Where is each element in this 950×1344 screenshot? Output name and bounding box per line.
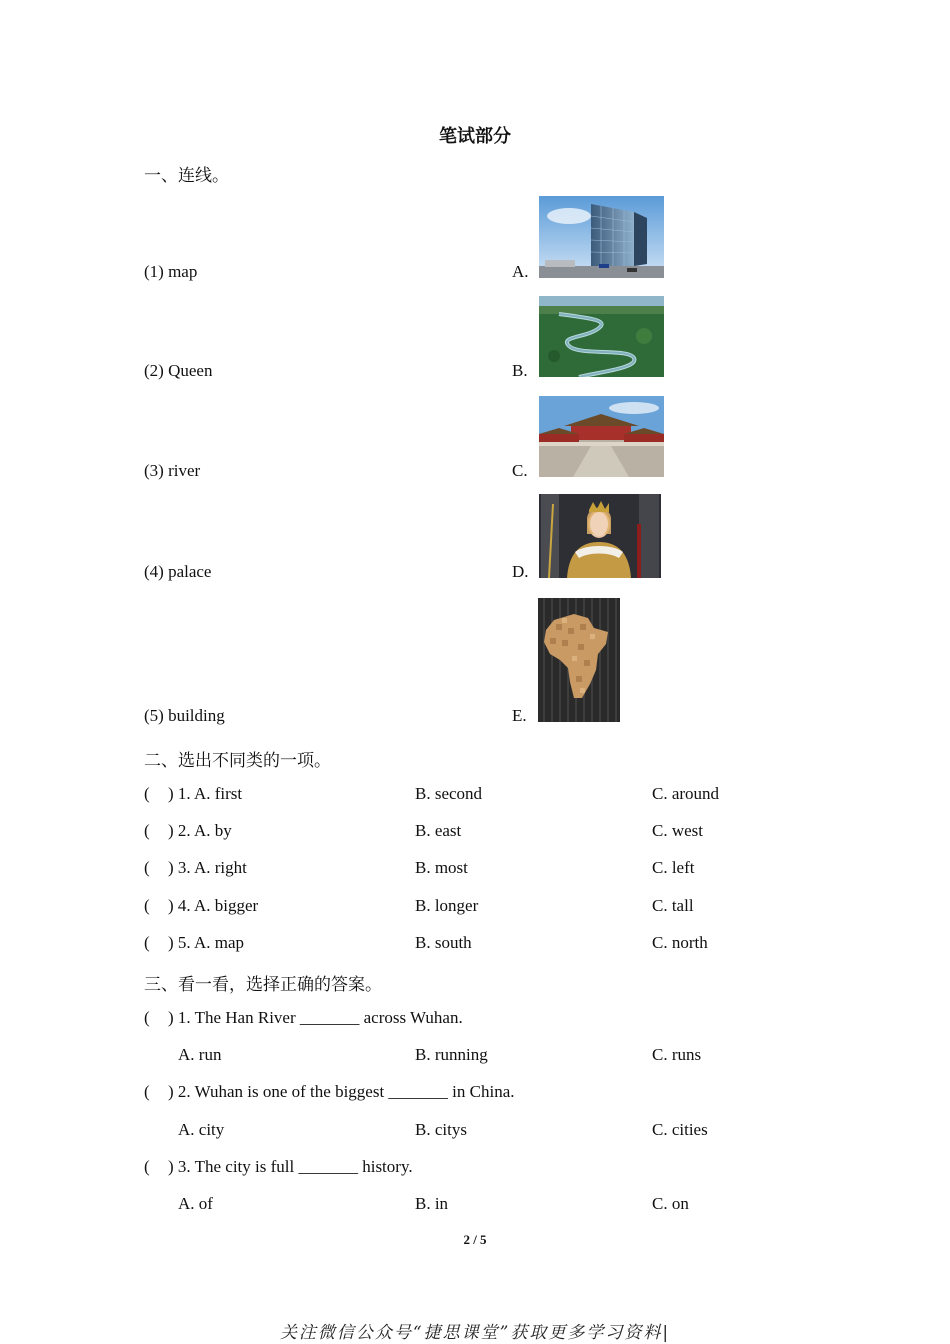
s2-q1-option-c: C. around <box>652 784 720 803</box>
s2-q3-option-a: ) 3. A. right <box>168 858 247 877</box>
s2-q4-option-c: C. tall <box>652 896 694 915</box>
office-building-photo <box>539 196 664 278</box>
s2-q3-paren: ( <box>144 858 150 877</box>
s2-q4-option-a: ) 4. A. bigger <box>168 896 259 915</box>
match-word-5: (5) building <box>144 706 225 725</box>
s3-q1-option-a: A. run <box>178 1045 222 1064</box>
match-word-2: (2) Queen <box>144 361 213 380</box>
s2-q5-paren: ( <box>144 933 150 952</box>
s2-q2-paren: ( <box>144 821 150 840</box>
page-number: 2 / 5 <box>463 1232 487 1247</box>
s2-q3-option-c: C. left <box>652 858 695 877</box>
match-letter-d: D. <box>512 562 529 581</box>
s2-q4-option-b: B. longer <box>415 896 479 915</box>
section1-heading: 一、连线。 <box>144 166 229 186</box>
s2-q1-option-b: B. second <box>415 784 483 803</box>
s3-q2-option-c: C. cities <box>652 1120 708 1139</box>
s2-q5-option-b: B. south <box>415 933 472 952</box>
match-letter-e: E. <box>512 706 527 725</box>
queen-photo <box>539 494 661 578</box>
s2-q1-paren: ( <box>144 784 150 803</box>
s2-q5-option-c: C. north <box>652 933 708 952</box>
s3-q1-option-c: C. runs <box>652 1045 702 1064</box>
match-letter-b: B. <box>512 361 528 380</box>
s3-q3-paren: ( <box>144 1157 150 1176</box>
s2-q4-paren: ( <box>144 896 150 915</box>
s3-q3-option-b: B. in <box>415 1194 449 1213</box>
s2-q3-option-b: B. most <box>415 858 468 877</box>
section3-heading: 三、看一看，选择正确的答案。 <box>144 975 382 995</box>
s3-q1-option-b: B. running <box>415 1045 488 1064</box>
s3-q2-stem: ) 2. Wuhan is one of the biggest _______ in China. <box>168 1082 515 1101</box>
s3-q2-option-a: A. city <box>178 1120 225 1139</box>
footer-note: 关注微信公众号“捷思课堂”获取更多学习资料| <box>279 1323 671 1343</box>
match-word-4: (4) palace <box>144 562 212 581</box>
match-word-1: (1) map <box>144 262 198 281</box>
s3-q1-stem: ) 1. The Han River _______ across Wuhan. <box>168 1008 463 1027</box>
s2-q2-option-a: ) 2. A. by <box>168 821 232 840</box>
section2-heading: 二、选出不同类的一项。 <box>144 751 331 771</box>
s3-q2-option-b: B. citys <box>415 1120 467 1139</box>
s2-q2-option-b: B. east <box>415 821 462 840</box>
africa-map-photo <box>538 598 620 722</box>
s3-q3-option-c: C. on <box>652 1194 689 1213</box>
page-title: 笔试部分 <box>439 126 511 147</box>
s2-q5-option-a: ) 5. A. map <box>168 933 245 952</box>
s3-q3-option-a: A. of <box>178 1194 213 1213</box>
match-word-3: (3) river <box>144 461 201 480</box>
winding-river-photo <box>539 296 664 377</box>
palace-photo <box>539 396 664 477</box>
s2-q1-option-a: ) 1. A. first <box>168 784 243 803</box>
s3-q2-paren: ( <box>144 1082 150 1101</box>
s3-q1-paren: ( <box>144 1008 150 1027</box>
s2-q2-option-c: C. west <box>652 821 703 840</box>
s3-q3-stem: ) 3. The city is full _______ history. <box>168 1157 413 1176</box>
match-letter-a: A. <box>512 262 529 281</box>
match-letter-c: C. <box>512 461 528 480</box>
